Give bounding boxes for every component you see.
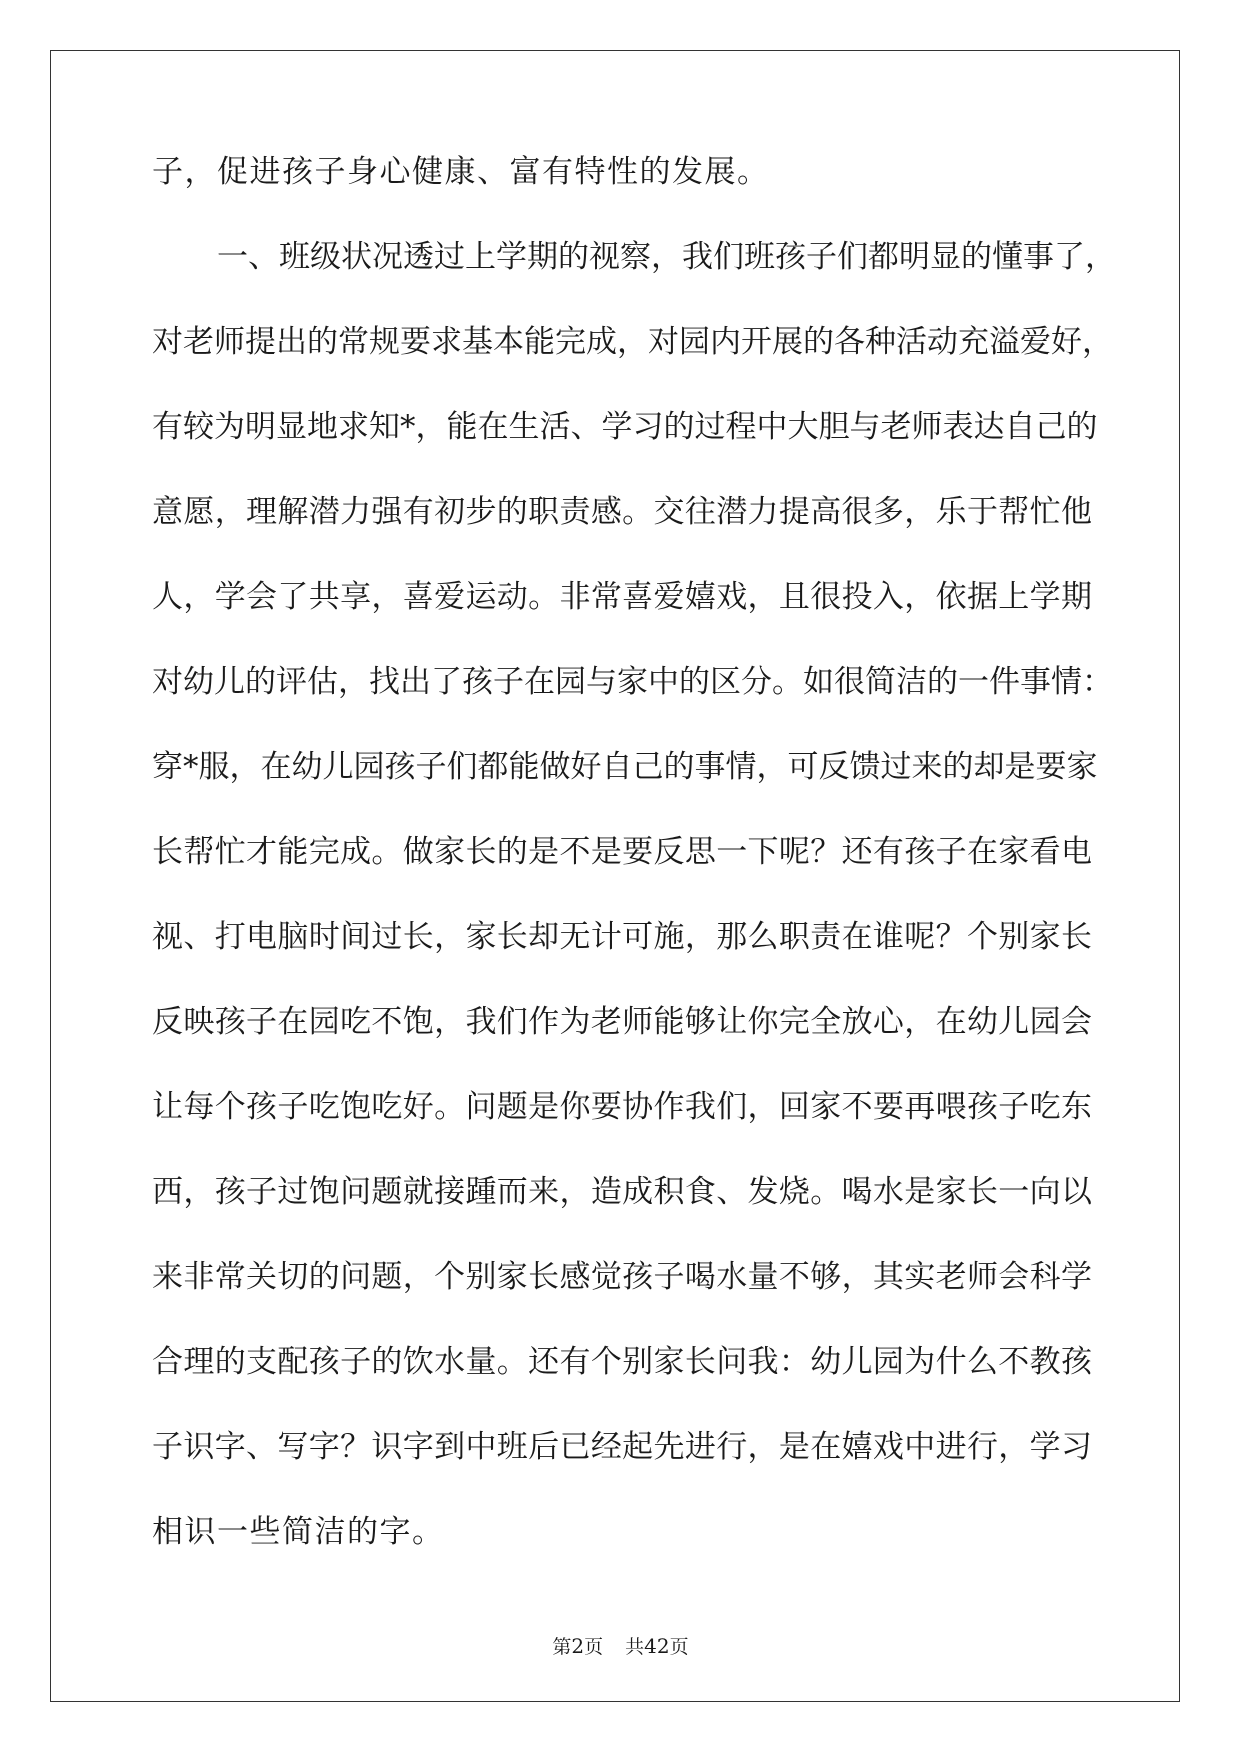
text-line-6: 人，学会了共享，喜爱运动。非常喜爱嬉戏，且很投入，依据上学期 [152, 579, 1092, 615]
text-line-8: 穿*服，在幼儿园孩子们都能做好自己的事情，可反馈过来的却是要家 [152, 749, 1098, 785]
text-line-4: 有较为明显地求知*，能在生活、学习的过程中大胆与老师表达自己的 [152, 409, 1098, 445]
text-line-14: 来非常关切的问题，个别家长感觉孩子喝水量不够，其实老师会科学 [152, 1259, 1092, 1295]
page-prefix: 第 [552, 1636, 572, 1658]
text-line-15: 合理的支配孩子的饮水量。还有个别家长问我：幼儿园为什么不教孩 [152, 1344, 1092, 1380]
total-prefix: 共 [625, 1636, 645, 1658]
text-line-16: 子识字、写字？识字到中班后已经起先进行，是在嬉戏中进行，学习 [152, 1429, 1092, 1465]
text-line-7: 对幼儿的评估，找出了孩子在园与家中的区分。如很简洁的一件事情： [152, 664, 1113, 700]
text-line-13: 西，孩子过饱问题就接踵而来，造成积食、发烧。喝水是家长一向以 [152, 1174, 1092, 1210]
text-line-10: 视、打电脑时间过长，家长却无计可施，那么职责在谁呢？个别家长 [152, 919, 1092, 955]
page-footer [0, 1632, 1241, 1659]
text-line-12: 让每个孩子吃饱吃好。问题是你要协作我们，回家不要再喂孩子吃东 [152, 1089, 1092, 1125]
page-total: 42 [644, 1634, 670, 1658]
text-line-2: 一、班级状况透过上学期的视察，我们班孩子们都明显的懂事了， [217, 239, 1116, 275]
page-unit: 页 [584, 1636, 604, 1658]
text-line-3: 对老师提出的常规要求基本能完成，对园内开展的各种活动充溢爱好， [152, 324, 1113, 360]
page-current: 2 [571, 1634, 585, 1658]
text-line-1: 子，促进孩子身心健康、富有特性的发展。 [152, 154, 770, 190]
text-line-9: 长帮忙才能完成。做家长的是不是要反思一下呢？还有孩子在家看电 [152, 834, 1092, 870]
text-line-11: 反映孩子在园吃不饱，我们作为老师能够让你完全放心，在幼儿园会 [152, 1004, 1092, 1040]
text-line-17: 相识一些简洁的字。 [152, 1514, 445, 1550]
text-line-5: 意愿，理解潜力强有初步的职责感。交往潜力提高很多，乐于帮忙他 [152, 494, 1092, 530]
total-unit: 页 [669, 1636, 689, 1658]
